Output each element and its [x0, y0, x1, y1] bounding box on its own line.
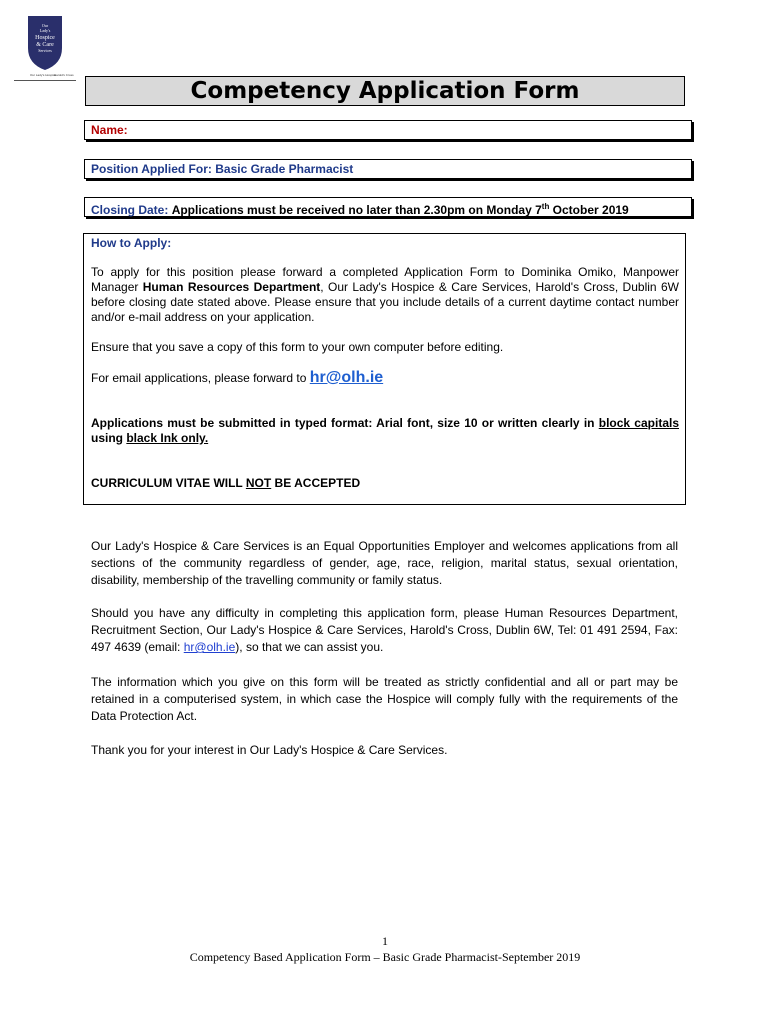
email-instructions: For email applications, please forward to hr@olh.ie [91, 369, 384, 386]
cv-notice: CURRICULUM VITAE WILL NOT BE ACCEPTED [91, 476, 361, 490]
logo-line: Our [41, 23, 49, 28]
footer-text: Competency Based Application Form – Basic Grade Pharmacist-September 2019 [189, 950, 581, 964]
save-copy-note: Ensure that you save a copy of this form to your own computer before editing. [91, 340, 504, 354]
form-title: Competency Application Form [85, 76, 685, 106]
logo-line: Services [38, 48, 52, 53]
contact-email-link[interactable]: hr@olh.ie [183, 640, 236, 654]
page-number: 1 [382, 934, 388, 948]
equal-opportunities-paragraph: Our Lady's Hospice & Care Services is an Equal Opportunities Employer and welcomes applications from all sections of the community regardless of gender, age, race, religion, marital status, sexual orientation, disability, membership of the travelling community or family status. [91, 539, 678, 587]
position-label: Position Applied For: [91, 162, 212, 176]
position-value: Basic Grade Pharmacist [215, 162, 354, 176]
logo-divider [14, 80, 76, 81]
logo-caption: Our Lady's Hospice [30, 73, 57, 77]
closing-date-label: Closing Date: [91, 203, 169, 217]
contact-paragraph: Should you have any difficulty in completing this application form, please Human Resources Department, Recruitment Section, Our Lady's Hospice & Care Services, Harold's Cross, Dublin 6W, Tel: 01 491 2594, Fax: 497 4639 (email: hr@olh.ie), so that we can assist you. [91, 606, 678, 654]
confidentiality-paragraph: The information which you give on this form will be treated as strictly confidential and all or part may be retained in a computerised system, in which case the Hospice will comply fully with the requirements of the Data Protection Act. [91, 675, 678, 723]
logo-line: Hospice [35, 35, 55, 41]
logo-line: & Care [36, 42, 54, 48]
position-field[interactable] [84, 159, 692, 179]
how-to-apply-title: How to Apply: [91, 236, 172, 250]
format-requirements: Applications must be submitted in typed format: Arial font, size 10 or written clearly in block capitals using black Ink only. [91, 416, 679, 445]
apply-instructions: To apply for this position please forward a completed Application Form to Dominika Omiko, Manpower Manager Human Resources Department, Our Lady's Hospice & Care Services, Harold's Cross, Dublin 6W before closing date stated above. Please ensure that you include details of a current daytime contact number and/or e-mail address on your application. [91, 265, 679, 324]
hospice-logo [16, 14, 74, 80]
name-label: Name: [91, 123, 128, 137]
logo-caption: Harold's Cross [54, 73, 74, 77]
thank-you-paragraph: Thank you for your interest in Our Lady's Hospice & Care Services. [91, 743, 448, 757]
closing-date-value: Applications must be received no later than 2.30pm on Monday 7th October 2019 [171, 202, 629, 217]
logo-line: Lady's [39, 28, 51, 33]
how-to-apply-box [83, 233, 686, 505]
closing-date-field [84, 197, 692, 217]
name-field[interactable] [84, 120, 692, 140]
email-link[interactable]: hr@olh.ie [309, 369, 384, 386]
